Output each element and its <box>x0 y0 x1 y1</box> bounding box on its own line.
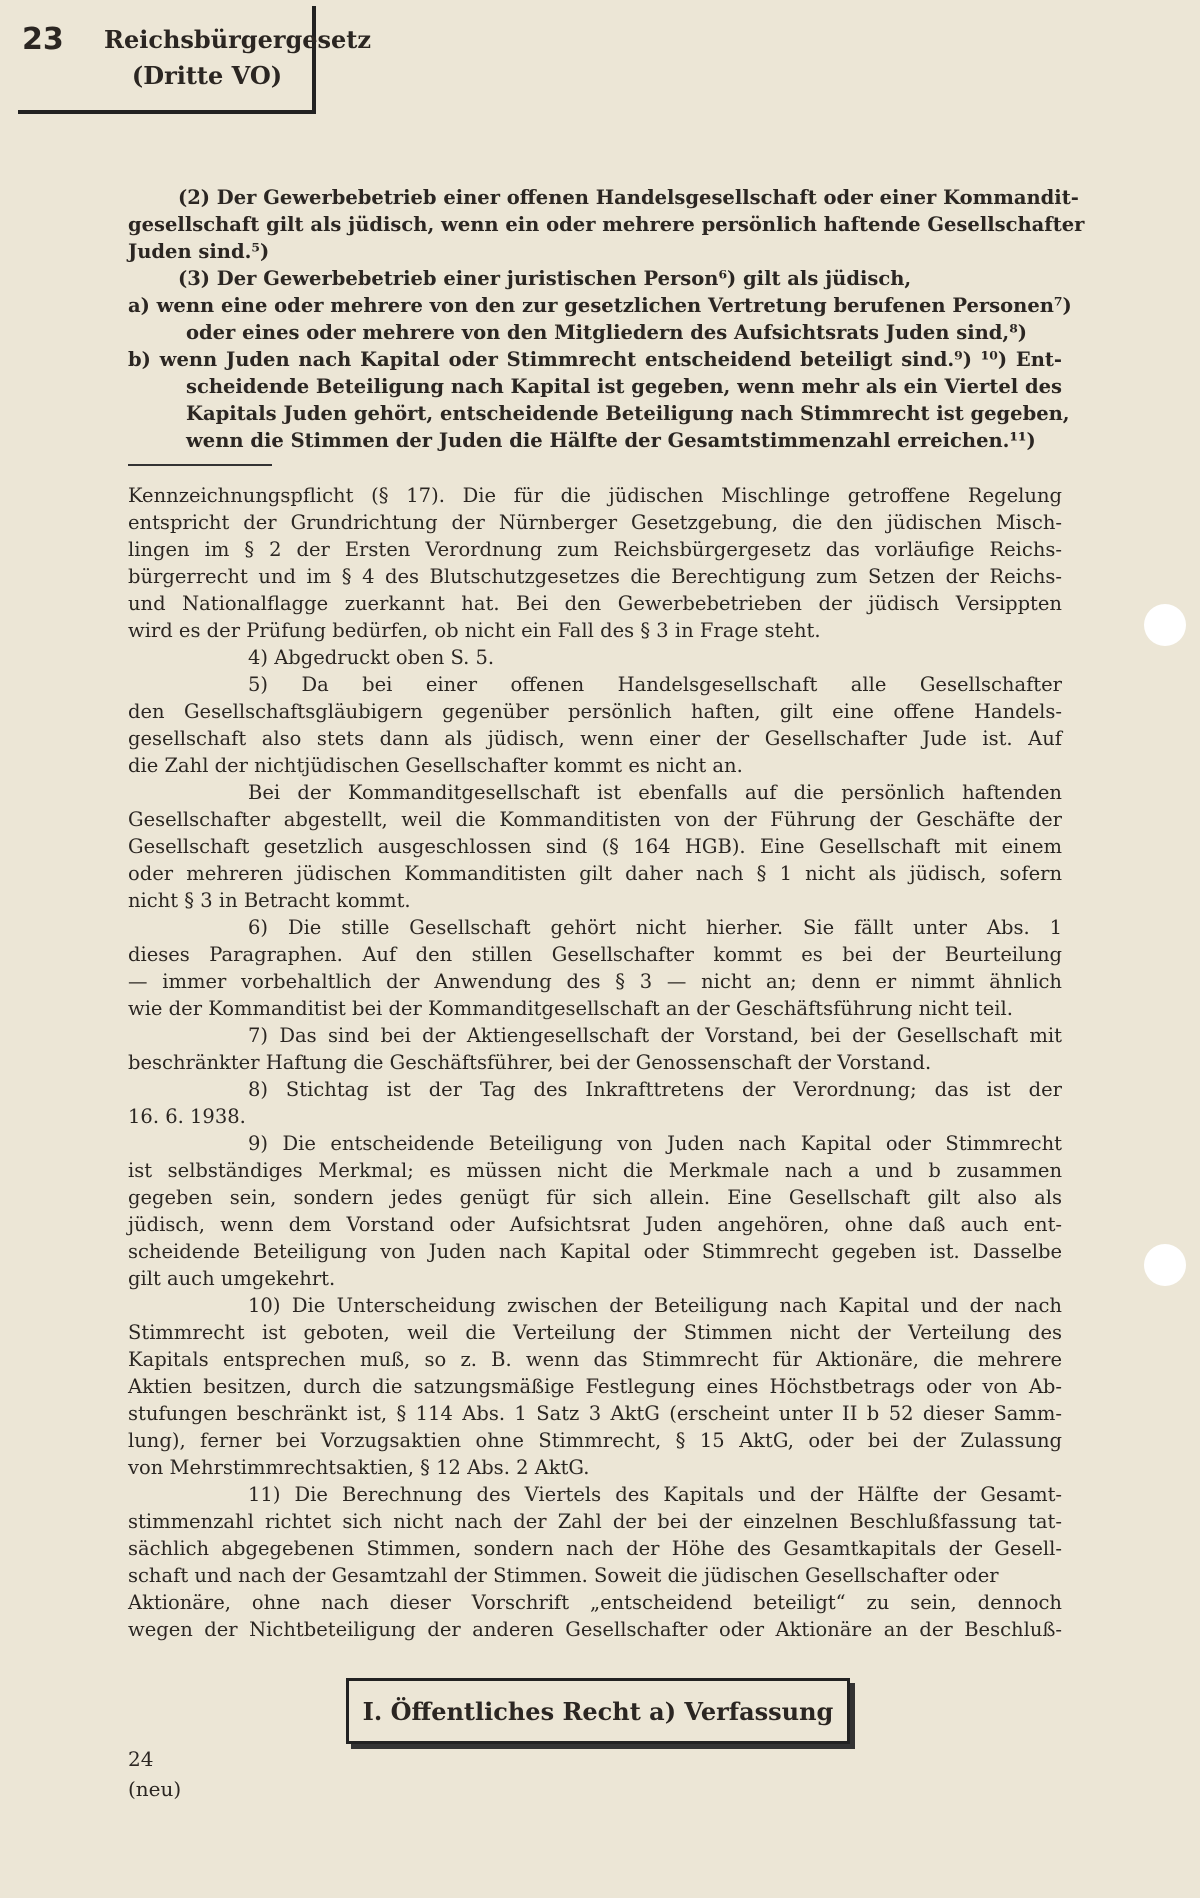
footnote-line: schaft und nach der Gesamtzahl der Stimmen. Soweit die jüdischen Gesellschafter oder <box>128 1564 999 1587</box>
footnote-line: Aktionäre, ohne nach dieser Vorschrift „entscheidend beteiligt“ zu sein, dennoch <box>128 1591 1062 1614</box>
footnote-line: 10) Die Unterscheidung zwischen der Beteiligung nach Kapital und der nach <box>248 1294 1062 1317</box>
footnote-line: den Gesellschaftsgläubigern gegenüber persönlich haften, gilt eine offene Handels- <box>128 700 1062 723</box>
punch-hole <box>1144 604 1186 646</box>
header-title-line-1: Reichsbürgergesetz <box>104 25 372 54</box>
footnote-line: 8) Stichtag ist der Tag des Inkrafttretens der Verordnung; das ist der <box>248 1078 1062 1101</box>
footnote-line: Stimmrecht ist geboten, weil die Verteilung der Stimmen nicht der Verteilung des <box>128 1321 1062 1344</box>
header-title <box>104 22 372 94</box>
footnote-line: — immer vorbehaltlich der Anwendung des § 3 — nicht an; denn er nimmt ähnlich <box>128 970 1062 993</box>
footnote-line: wegen der Nichtbeteiligung der anderen Gesellschafter oder Aktionäre an der Beschluß- <box>128 1618 1062 1641</box>
section-title-box: I. Öffentliches Recht a) Verfassung <box>346 1678 850 1744</box>
footnote-line: Gesellschafter abgestellt, weil die Kommanditisten von der Führung der Geschäfte der <box>128 808 1062 831</box>
footnote-line: die Zahl der nichtjüdischen Gesellschafter kommt es nicht an. <box>128 754 743 777</box>
footnote-divider <box>128 464 272 466</box>
law-line: scheidende Beteiligung nach Kapital ist gegeben, wenn mehr als ein Viertel des <box>186 375 1062 398</box>
footnote-line: bürgerrecht und im § 4 des Blutschutzgesetzes die Berechtigung zum Setzen der Reichs- <box>128 565 1062 588</box>
law-item-b: b) wenn Juden nach Kapital oder Stimmrecht entscheidend beteiligt sind.⁹) ¹⁰) Ent- <box>128 348 1062 371</box>
page-number-note: (neu) <box>128 1777 182 1801</box>
law-line: (2) Der Gewerbebetrieb einer offenen Handelsgesellschaft oder einer Kommandit- <box>178 186 1079 209</box>
footnote-line: wird es der Prüfung bedürfen, ob nicht ein Fall des § 3 in Frage steht. <box>128 619 821 642</box>
footnote-line: von Mehrstimmrechtsaktien, § 12 Abs. 2 AktG. <box>128 1456 590 1479</box>
footnote-line: lingen im § 2 der Ersten Verordnung zum Reichsbürgergesetz das vorläufige Reichs- <box>128 538 1062 561</box>
footnote-line: gegeben sein, sondern jedes genügt für sich allein. Eine Gesellschaft gilt also als <box>128 1186 1062 1209</box>
footnote-line: Bei der Kommanditgesellschaft ist ebenfalls auf die persönlich haftenden <box>248 781 1062 804</box>
footnotes <box>128 482 1062 1643</box>
header-title-line-2: (Dritte VO) <box>131 61 283 90</box>
footnote-line: beschränkter Haftung die Geschäftsführer, bei der Genossenschaft der Vorstand. <box>128 1051 932 1074</box>
law-line: wenn die Stimmen der Juden die Hälfte der Gesamtstimmenzahl erreichen.¹¹) <box>186 429 1036 452</box>
footnote-line: oder mehreren jüdischen Kommanditisten gilt daher nach § 1 nicht als jüdisch, sofern <box>128 862 1062 885</box>
footnote-line: nicht § 3 in Betracht kommt. <box>128 889 411 912</box>
footnote-line: stufungen beschränkt ist, § 114 Abs. 1 Satz 3 AktG (erscheint unter II b 52 dieser Samm- <box>128 1402 1062 1425</box>
law-line: Juden sind.⁵) <box>128 240 270 263</box>
footnote-line: 11) Die Berechnung des Viertels des Kapitals und der Hälfte der Gesamt- <box>248 1483 1062 1506</box>
page-number <box>128 1744 181 1804</box>
footnote-line: Kapitals entsprechen muß, so z. B. wenn das Stimmrecht für Aktionäre, die mehrere <box>128 1348 1062 1371</box>
section-number: 23 <box>22 22 64 57</box>
law-paragraph-3 <box>128 265 1072 454</box>
footnote-line: Kennzeichnungspflicht (§ 17). Die für die jüdischen Mischlinge getroffene Regelung <box>128 484 1062 507</box>
footnote-line: Gesellschaft gesetzlich ausgeschlossen sind (§ 164 HGB). Eine Gesellschaft mit einem <box>128 835 1062 858</box>
footnote-line: 4) Abgedruckt oben S. 5. <box>248 646 495 669</box>
footnote-line: wie der Kommanditist bei der Kommanditgesellschaft an der Geschäftsführung nicht teil. <box>128 997 1013 1020</box>
law-line: (3) Der Gewerbebetrieb einer juristischen Person⁶) gilt als jüdisch, <box>178 267 912 290</box>
footnote-line: gesellschaft also stets dann als jüdisch, wenn einer der Gesellschafter Jude ist. Auf <box>128 727 1062 750</box>
punch-hole <box>1144 1244 1186 1286</box>
footnote-line: 9) Die entscheidende Beteiligung von Juden nach Kapital oder Stimmrecht <box>248 1132 1062 1155</box>
law-line: gesellschaft gilt als jüdisch, wenn ein oder mehrere persönlich haftende Gesellschafter <box>128 213 1085 236</box>
footnote-line: 7) Das sind bei der Aktiengesellschaft der Vorstand, bei der Gesellschaft mit <box>248 1024 1062 1047</box>
page-header <box>18 6 372 114</box>
footnote-line: jüdisch, wenn dem Vorstand oder Aufsichtsrat Juden angehören, ohne daß auch ent- <box>128 1213 1062 1236</box>
law-paragraph-2 <box>128 184 1085 265</box>
footnote-line: sächlich abgegebenen Stimmen, sondern nach der Höhe des Gesamtkapitals der Gesell- <box>128 1537 1062 1560</box>
page-number-value: 24 <box>128 1747 154 1771</box>
footnote-line: dieses Paragraphen. Auf den stillen Gesellschafter kommt es bei der Beurteilung <box>128 943 1062 966</box>
law-item-a: a) wenn eine oder mehrere von den zur gesetzlichen Vertretung berufenen Personen⁷) <box>128 294 1072 317</box>
footnote-line: 5) Da bei einer offenen Handelsgesellschaft alle Gesellschafter <box>248 673 1062 696</box>
footnote-line: entspricht der Grundrichtung der Nürnberger Gesetzgebung, die den jüdischen Misch- <box>128 511 1062 534</box>
footnote-line: Aktien besitzen, durch die satzungsmäßige Festlegung eines Höchstbetrags oder von Ab- <box>128 1375 1062 1398</box>
footnote-line: scheidende Beteiligung von Juden nach Kapital oder Stimmrecht gegeben ist. Dasselbe <box>128 1240 1062 1263</box>
footnote-line: 6) Die stille Gesellschaft gehört nicht hierher. Sie fällt unter Abs. 1 <box>248 916 1062 939</box>
footnote-line: gilt auch umgekehrt. <box>128 1267 336 1290</box>
law-line: oder eines oder mehrere von den Mitgliedern des Aufsichtsrats Juden sind,⁸) <box>186 321 1027 344</box>
footnote-line: stimmenzahl richtet sich nicht nach der Zahl der bei der einzelnen Beschlußfassung tat- <box>128 1510 1062 1533</box>
footnote-line: und Nationalflagge zuerkannt hat. Bei den Gewerbebetrieben der jüdisch Versippten <box>128 592 1062 615</box>
footnote-line: lung), ferner bei Vorzugsaktien ohne Stimmrecht, § 15 AktG, oder bei der Zulassung <box>128 1429 1062 1452</box>
law-line: Kapitals Juden gehört, entscheidende Beteiligung nach Stimmrecht ist gegeben, <box>186 402 1070 425</box>
footnote-line: 16. 6. 1938. <box>128 1105 246 1128</box>
footnote-line: ist selbständiges Merkmal; es müssen nicht die Merkmale nach a und b zusammen <box>128 1159 1062 1182</box>
